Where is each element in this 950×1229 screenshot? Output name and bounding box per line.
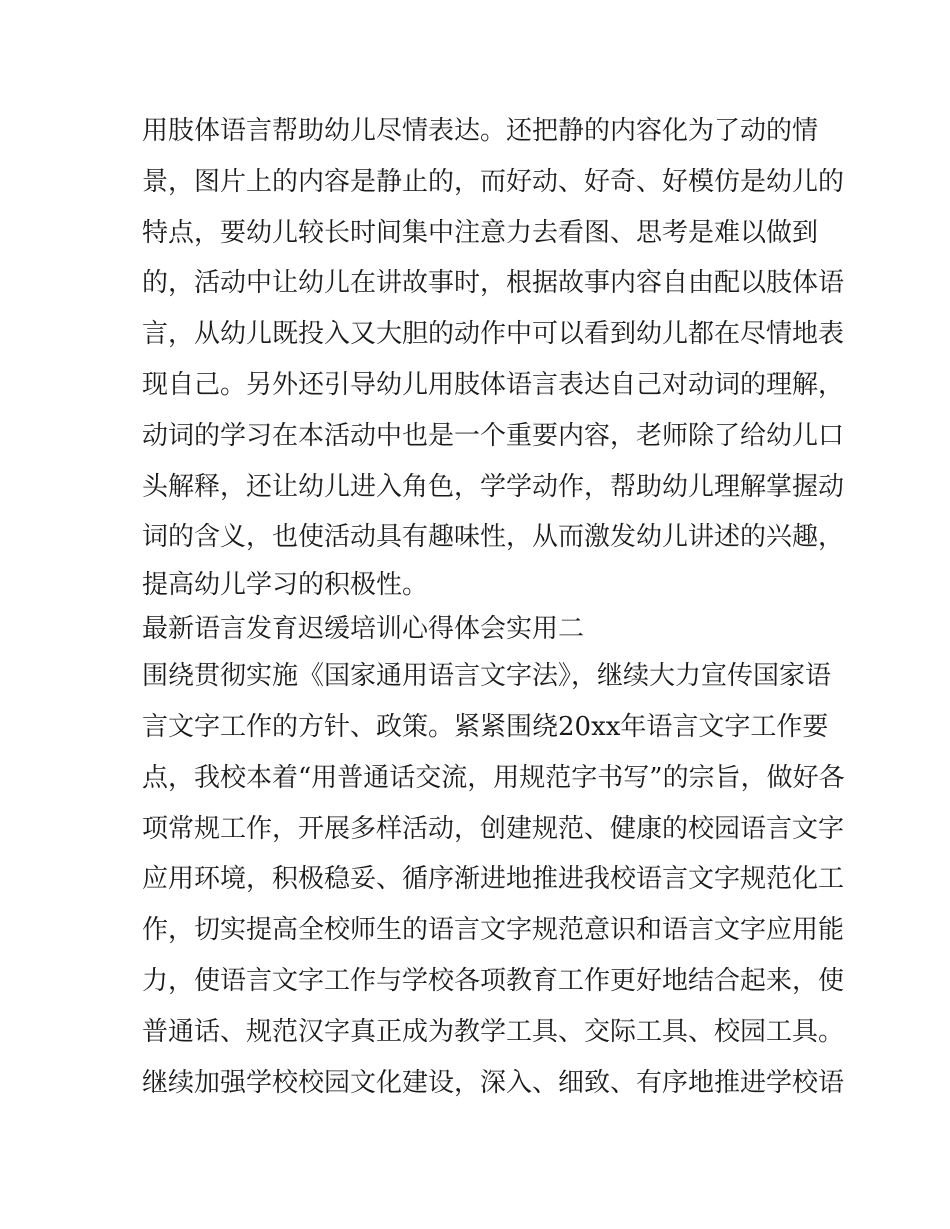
text-line: 动词的学习在本活动中也是一个重要内容，老师除了给幼儿口 <box>142 420 845 451</box>
text-line: 应用环境，积极稳妥、循序渐进地推进我校语言文字规范化工 <box>142 864 845 895</box>
text-line: 头解释，还让幼儿进入角色，学学动作，帮助幼儿理解掌握动 <box>142 471 845 502</box>
text-line: 词的含义，也使活动具有趣味性，从而激发幼儿讲述的兴趣， <box>142 522 845 553</box>
text-line: 力，使语言文字工作与学校各项教育工作更好地结合起来，使 <box>142 965 845 996</box>
text-line: 景，图片上的内容是静止的，而好动、好奇、好模仿是幼儿的 <box>142 166 845 197</box>
text-line: 的，活动中让幼儿在讲故事时，根据故事内容自由配以肢体语 <box>142 268 845 299</box>
text-line: 普通话、规范汉字真正成为教学工具、交际工具、校园工具。 <box>142 1016 845 1047</box>
paragraph-section-1 <box>142 106 845 607</box>
text-line: 言，从幼儿既投入又大胆的动作中可以看到幼儿都在尽情地表 <box>142 319 845 350</box>
text-line: 言文字工作的方针、政策。紧紧围绕20xx年语言文字工作要 <box>142 711 829 742</box>
text-line: 用肢体语言帮助幼儿尽情表达。还把静的内容化为了动的情 <box>142 116 819 146</box>
document-body <box>142 106 845 1108</box>
text-line: 作，切实提高全校师生的语言文字规范意识和语言文字应用能 <box>142 915 845 946</box>
text-line: 特点，要幼儿较长时间集中注意力去看图、思考是难以做到 <box>142 217 819 248</box>
text-line: 点，我校本着“用普通话交流，用规范字书写”的宗旨，做好各 <box>142 762 845 793</box>
text-line: 围绕贯彻实施《国家通用语言文字法》，继续大力宣传国家语 <box>142 661 832 692</box>
text-line: 项常规工作，开展多样活动，创建规范、健康的校园语言文字 <box>142 813 845 844</box>
paragraph-section-2 <box>142 651 845 1108</box>
section-heading: 最新语言发育迟缓培训心得体会实用二 <box>142 614 585 645</box>
text-line: 提高幼儿学习的积极性。 <box>142 570 429 601</box>
text-line: 现自己。另外还引导幼儿用肢体语言表达自己对动词的理解， <box>142 369 845 400</box>
text-line: 继续加强学校校园文化建设，深入、细致、有序地推进学校语 <box>142 1067 845 1098</box>
